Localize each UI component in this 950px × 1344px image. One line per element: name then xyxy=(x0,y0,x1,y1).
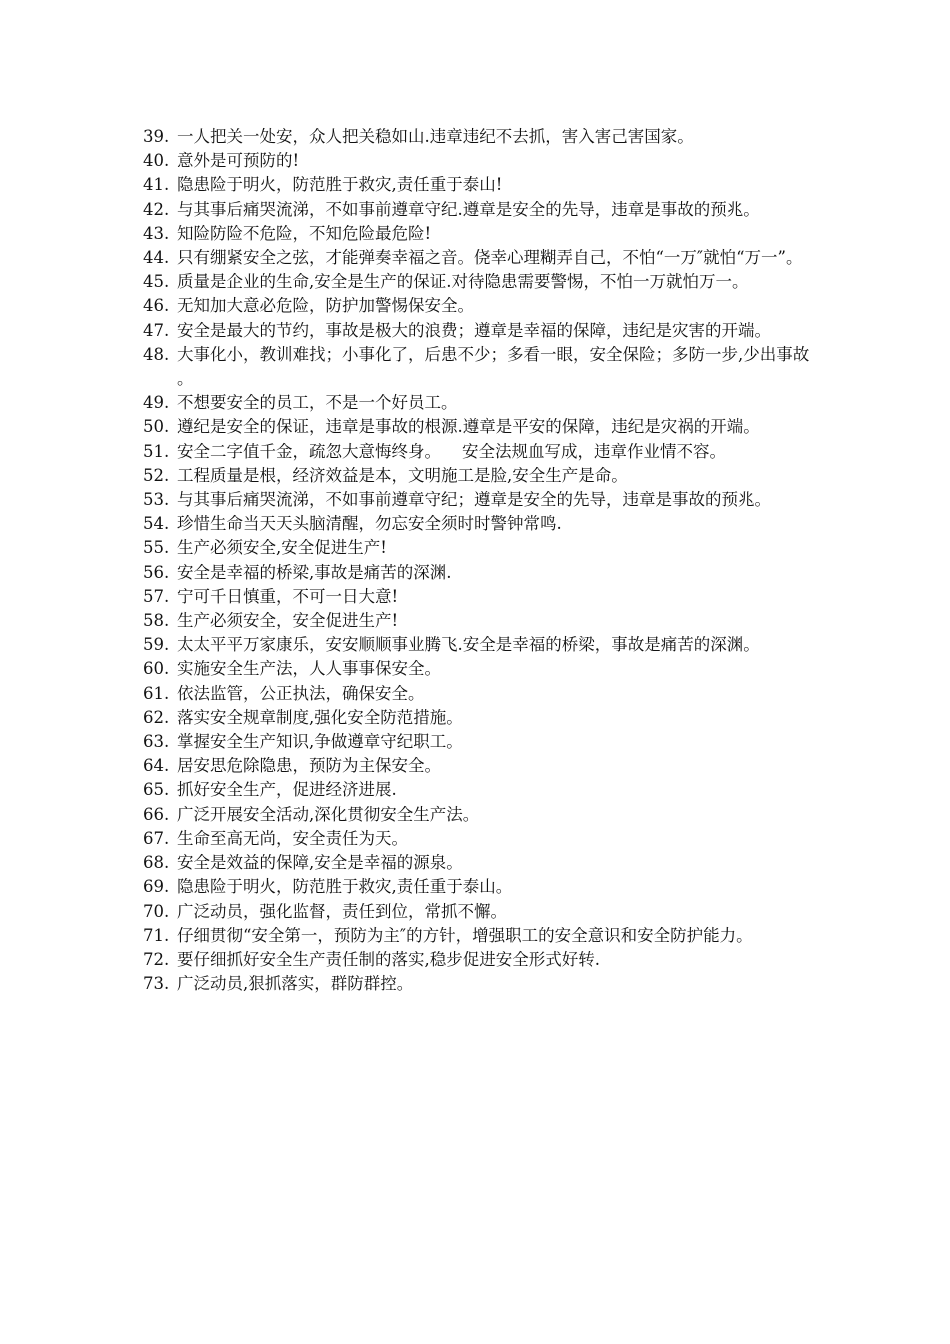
list-item xyxy=(143,294,823,318)
item-text: 掌握安全生产知识,争做遵章守纪职工。 xyxy=(177,732,463,752)
list-item xyxy=(143,319,823,343)
item-number: 53. xyxy=(143,490,170,510)
item-text: 广泛动员,狠抓落实，群防群控。 xyxy=(177,974,414,994)
item-number: 72. xyxy=(143,949,170,969)
item-text: 一人把关一处安，众人把关稳如山.违章违纪不去抓，害入害己害国家。 xyxy=(177,127,694,146)
list-item xyxy=(143,464,823,488)
list-item xyxy=(143,415,823,439)
item-text: 生产必须安全,安全促进生产! xyxy=(177,538,387,558)
item-number: 48. xyxy=(143,344,170,364)
item-number: 68. xyxy=(143,853,170,873)
item-number: 43. xyxy=(143,223,170,243)
list-item xyxy=(143,706,823,730)
item-number: 50. xyxy=(143,417,170,437)
list-item xyxy=(143,488,823,512)
list-item xyxy=(143,391,823,415)
item-text: 安全是幸福的桥梁,事故是痛苦的深渊. xyxy=(177,562,452,582)
item-number: 39. xyxy=(143,127,170,146)
item-number: 45. xyxy=(143,272,170,292)
item-text: 太太平平万家康乐，安安顺顺事业腾飞.安全是幸福的桥梁，事故是痛苦的深渊。 xyxy=(177,635,760,655)
item-number: 57. xyxy=(143,586,170,606)
item-number: 47. xyxy=(143,320,170,340)
list-item xyxy=(143,149,823,173)
list-item xyxy=(143,440,823,464)
item-number: 62. xyxy=(143,707,170,727)
list-item xyxy=(143,657,823,681)
list-item xyxy=(143,827,823,851)
item-number: 73. xyxy=(143,974,170,994)
item-text: 珍惜生命当天天头脑清醒，勿忘安全须时时警钟常鸣. xyxy=(177,514,562,534)
item-text: 意外是可预防的! xyxy=(177,151,300,171)
list-item xyxy=(143,198,823,222)
item-number: 52. xyxy=(143,465,170,485)
item-number: 41. xyxy=(143,175,170,195)
item-text: 只有绷紧安全之弦，才能弹奏幸福之音。侥幸心理糊弄自己，不怕“一万″就怕“万一”。 xyxy=(177,248,803,268)
list-item xyxy=(143,609,823,633)
list-item xyxy=(143,343,823,391)
list-item xyxy=(143,730,823,754)
item-text: 遵纪是安全的保证，违章是事故的根源.遵章是平安的保障，违纪是灾祸的开端。 xyxy=(177,417,760,437)
item-text: 依法监管，公正执法，确保安全。 xyxy=(177,683,425,703)
item-text: 隐患险于明火，防范胜于救灾,责任重于泰山。 xyxy=(177,877,513,897)
item-number: 44. xyxy=(143,248,170,268)
list-item xyxy=(143,512,823,536)
item-number: 65. xyxy=(143,780,170,800)
list-item xyxy=(143,270,823,294)
item-number: 61. xyxy=(143,683,170,703)
item-number: 69. xyxy=(143,877,170,897)
list-item xyxy=(143,173,823,197)
item-text: 仔细贯彻“安全第一，预防为主″的方针，增强职工的安全意识和安全防护能力。 xyxy=(177,925,753,945)
list-item xyxy=(143,222,823,246)
list-item xyxy=(143,875,823,899)
item-text: 实施安全生产法，人人事事保安全。 xyxy=(177,659,441,679)
list-item xyxy=(143,948,823,972)
list-item xyxy=(143,682,823,706)
item-text: 工程质量是根，经济效益是本，文明施工是脸,安全生产是命。 xyxy=(177,465,628,485)
item-text: 安全二字值千金，疏忽大意悔终身。 安全法规血写成，违章作业情不容。 xyxy=(177,441,726,461)
item-number: 40. xyxy=(143,151,170,171)
item-number: 64. xyxy=(143,756,170,776)
item-number: 59. xyxy=(143,635,170,655)
item-text: 宁可千日慎重，不可一日大意! xyxy=(177,586,399,606)
item-text: 落实安全规章制度,强化安全防范措施。 xyxy=(177,707,463,727)
slogan-list xyxy=(143,125,823,996)
item-text: 生产必须安全，安全促进生产! xyxy=(177,611,399,631)
item-text: 要仔细抓好安全生产责任制的落实,稳步促进安全形式好转. xyxy=(177,949,600,969)
item-text: 广泛动员，强化监督，责任到位，常抓不懈。 xyxy=(177,901,507,921)
list-item xyxy=(143,536,823,560)
item-number: 63. xyxy=(143,732,170,752)
item-number: 42. xyxy=(143,199,170,219)
item-text: 与其事后痛哭流涕，不如事前遵章守纪；遵章是安全的先导，违章是事故的预兆。 xyxy=(177,490,771,510)
list-item xyxy=(143,561,823,585)
list-item xyxy=(143,972,823,996)
item-number: 55. xyxy=(143,538,170,558)
item-text: 大事化小，教训难找；小事化了，后患不少；多看一眼，安全保险；多防一步,少出事故。 xyxy=(177,344,810,389)
list-item xyxy=(143,803,823,827)
list-item xyxy=(143,585,823,609)
item-text: 安全是效益的保障,安全是幸福的源泉。 xyxy=(177,853,463,873)
item-number: 56. xyxy=(143,562,170,582)
item-text: 抓好安全生产，促进经济进展. xyxy=(177,780,397,800)
item-number: 60. xyxy=(143,659,170,679)
item-text: 广泛开展安全活动,深化贯彻安全生产法。 xyxy=(177,804,480,824)
item-text: 生命至高无尚，安全责任为天。 xyxy=(177,828,408,848)
item-text: 居安思危除隐患，预防为主保安全。 xyxy=(177,756,441,776)
item-text: 与其事后痛哭流涕，不如事前遵章守纪.遵章是安全的先导，违章是事故的预兆。 xyxy=(177,199,760,219)
list-item xyxy=(143,924,823,948)
item-number: 58. xyxy=(143,611,170,631)
item-text: 安全是最大的节约，事故是极大的浪费；遵章是幸福的保障，违纪是灾害的开端。 xyxy=(177,320,771,340)
list-item xyxy=(143,754,823,778)
item-text: 隐患险于明火，防范胜于救灾,责任重于泰山! xyxy=(177,175,503,195)
item-number: 49. xyxy=(143,393,170,413)
list-item xyxy=(143,246,823,270)
item-text: 质量是企业的生命,安全是生产的保证.对待隐患需要警惕，不怕一万就怕万一。 xyxy=(177,272,749,292)
item-text: 不想要安全的员工，不是一个好员工。 xyxy=(177,393,458,413)
item-number: 71. xyxy=(143,925,170,945)
list-item xyxy=(143,778,823,802)
item-number: 70. xyxy=(143,901,170,921)
list-item xyxy=(143,900,823,924)
item-number: 46. xyxy=(143,296,170,316)
item-text: 知险防险不危险，不知危险最危险! xyxy=(177,223,432,243)
item-number: 54. xyxy=(143,514,170,534)
item-number: 66. xyxy=(143,804,170,824)
list-item xyxy=(143,125,823,149)
item-number: 67. xyxy=(143,828,170,848)
item-text: 无知加大意必危险，防护加警惕保安全。 xyxy=(177,296,474,316)
item-number: 51. xyxy=(143,441,170,461)
list-item xyxy=(143,851,823,875)
list-item xyxy=(143,633,823,657)
